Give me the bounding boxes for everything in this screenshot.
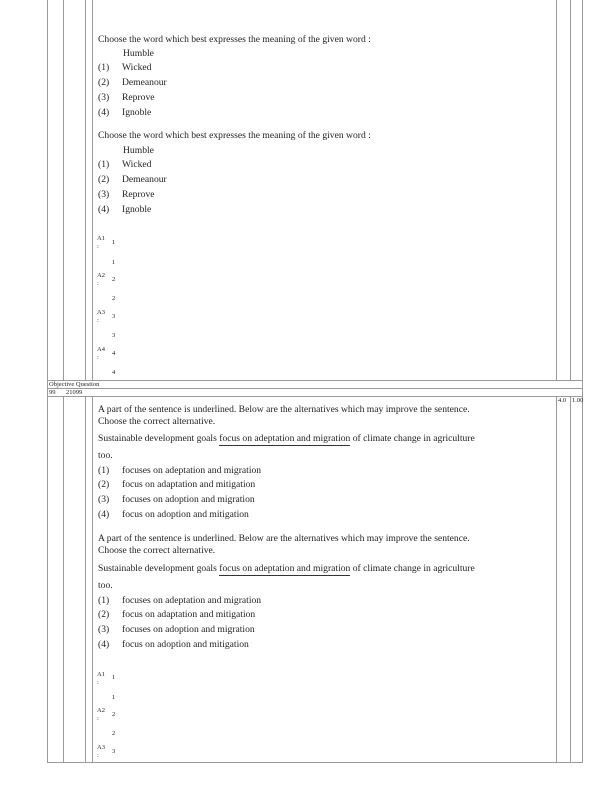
question-negative-marks: 1.00 [572,397,584,404]
row-divider-top [47,380,583,381]
q99-answer-a1-value: 1 [112,674,116,681]
q99-option-2-1: (1) focuses on adeptation and migration [98,595,262,606]
table-border-bottom [47,762,583,763]
q99-option-1-1: (1) focuses on adeptation and migration [98,465,262,476]
q99-instruction-1b: Choose the correct alternative. [98,416,216,427]
q98-option-2-2: (2) Demeanour [98,174,167,185]
q98-answer-a4-sub: 4 [112,369,116,376]
q99-sentence-1-post: of climate change in agriculture [352,433,475,444]
q99-sentence-2-underlined: focus on adeptation and migration [219,563,351,574]
q99-option-2-2: (2) focus on adaptation and mitigation [98,609,256,620]
column-divider-2 [92,0,93,380]
q98-option-2-4: (4) Ignoble [98,204,152,215]
table-border-right [582,0,583,762]
q98-answer-a4-label: A4 [97,346,105,353]
q99-instruction-2b: Choose the correct alternative. [98,545,216,556]
q98-answer-a2-sub: 2 [112,295,116,302]
q99-option-2-3: (3) focuses on adoption and migration [98,624,255,635]
column-divider-1 [85,0,86,380]
q99-option-1-4: (4) focus on adoption and mitigation [98,509,249,520]
q99-option-1-3: (3) focuses on adoption and migration [98,494,255,505]
q98-answer-a3-colon: : [97,317,99,324]
q98-option-2-1: (1) Wicked [98,159,152,170]
row-divider-qnum [47,396,583,397]
q99-sentence-1-end: too. [98,450,113,461]
q99-instruction-2a: A part of the sentence is underlined. Below are the alternatives which may improve the sentence. [98,533,470,544]
table-border-left-inner [63,0,64,380]
column-divider-right-2 [570,0,571,380]
q98-answer-a2-label: A2 [97,272,105,279]
q98-option-1-3: (3) Reprove [98,92,155,103]
q99-sentence-1-pre: Sustainable development goals [98,433,217,444]
q98-option-1-4: (4) Ignoble [98,107,152,118]
q98-answer-a1-colon: : [97,243,99,250]
q98-prompt-1: Choose the word which best expresses the meaning of the given word : [98,34,371,45]
column-divider-2b [92,396,93,762]
q98-answer-a1-sub: 1 [112,259,116,266]
column-divider-right-2b [570,396,571,762]
q98-word-2: Humble [123,145,154,156]
q98-answer-a3-label: A3 [97,309,105,316]
q99-sentence-2 [98,563,475,575]
q98-answer-a4-colon: : [97,354,99,361]
q98-answer-a1-label: A1 [97,235,105,242]
question-marks: 4.0 [558,397,567,404]
q99-answer-a2-sub: 2 [112,730,116,737]
q99-answer-a3-value: 3 [112,748,116,755]
q99-option-1-2: (2) focus on adaptation and mitigation [98,479,256,490]
q99-answer-a3-colon: : [97,752,99,759]
table-border-left-inner2 [63,396,64,762]
q98-answer-a2-colon: : [97,280,99,287]
question-number: 99 [49,389,56,396]
q98-answer-a2-value: 2 [112,276,116,283]
q98-answer-a3-sub: 3 [112,332,116,339]
q99-answer-a1-label: A1 [97,671,105,678]
q98-option-1-1: (1) Wicked [98,62,152,73]
question-id: 21099 [66,389,83,396]
q98-option-1-2: (2) Demeanour [98,77,167,88]
q99-answer-a2-label: A2 [97,707,105,714]
q98-answer-a3-value: 3 [112,313,116,320]
column-divider-right-1b [556,396,557,762]
section-title: Objective Question [49,381,100,388]
q99-sentence-1 [98,433,475,445]
row-divider-header [47,388,583,389]
q99-sentence-2-end: too. [98,580,113,591]
q98-word-1: Humble [123,48,154,59]
q99-sentence-2-post: of climate change in agriculture [352,563,475,574]
column-divider-right-1 [556,0,557,380]
table-border-left [47,0,48,762]
q99-answer-a3-label: A3 [97,744,105,751]
q98-answer-a1-value: 1 [112,239,116,246]
q98-prompt-2: Choose the word which best expresses the meaning of the given word : [98,130,371,141]
q98-option-2-3: (3) Reprove [98,189,155,200]
q98-answer-a4-value: 4 [112,350,116,357]
q99-instruction-1a: A part of the sentence is underlined. Below are the alternatives which may improve the sentence. [98,404,470,415]
q99-answer-a2-colon: : [97,715,99,722]
q99-sentence-2-pre: Sustainable development goals [98,563,217,574]
q99-answer-a1-sub: 1 [112,694,116,701]
column-divider-1b [85,396,86,762]
q99-answer-a2-value: 2 [112,711,116,718]
q99-sentence-1-underlined: focus on adeptation and migration [219,433,351,444]
q99-option-2-4: (4) focus on adoption and mitigation [98,639,249,650]
q99-answer-a1-colon: : [97,679,99,686]
